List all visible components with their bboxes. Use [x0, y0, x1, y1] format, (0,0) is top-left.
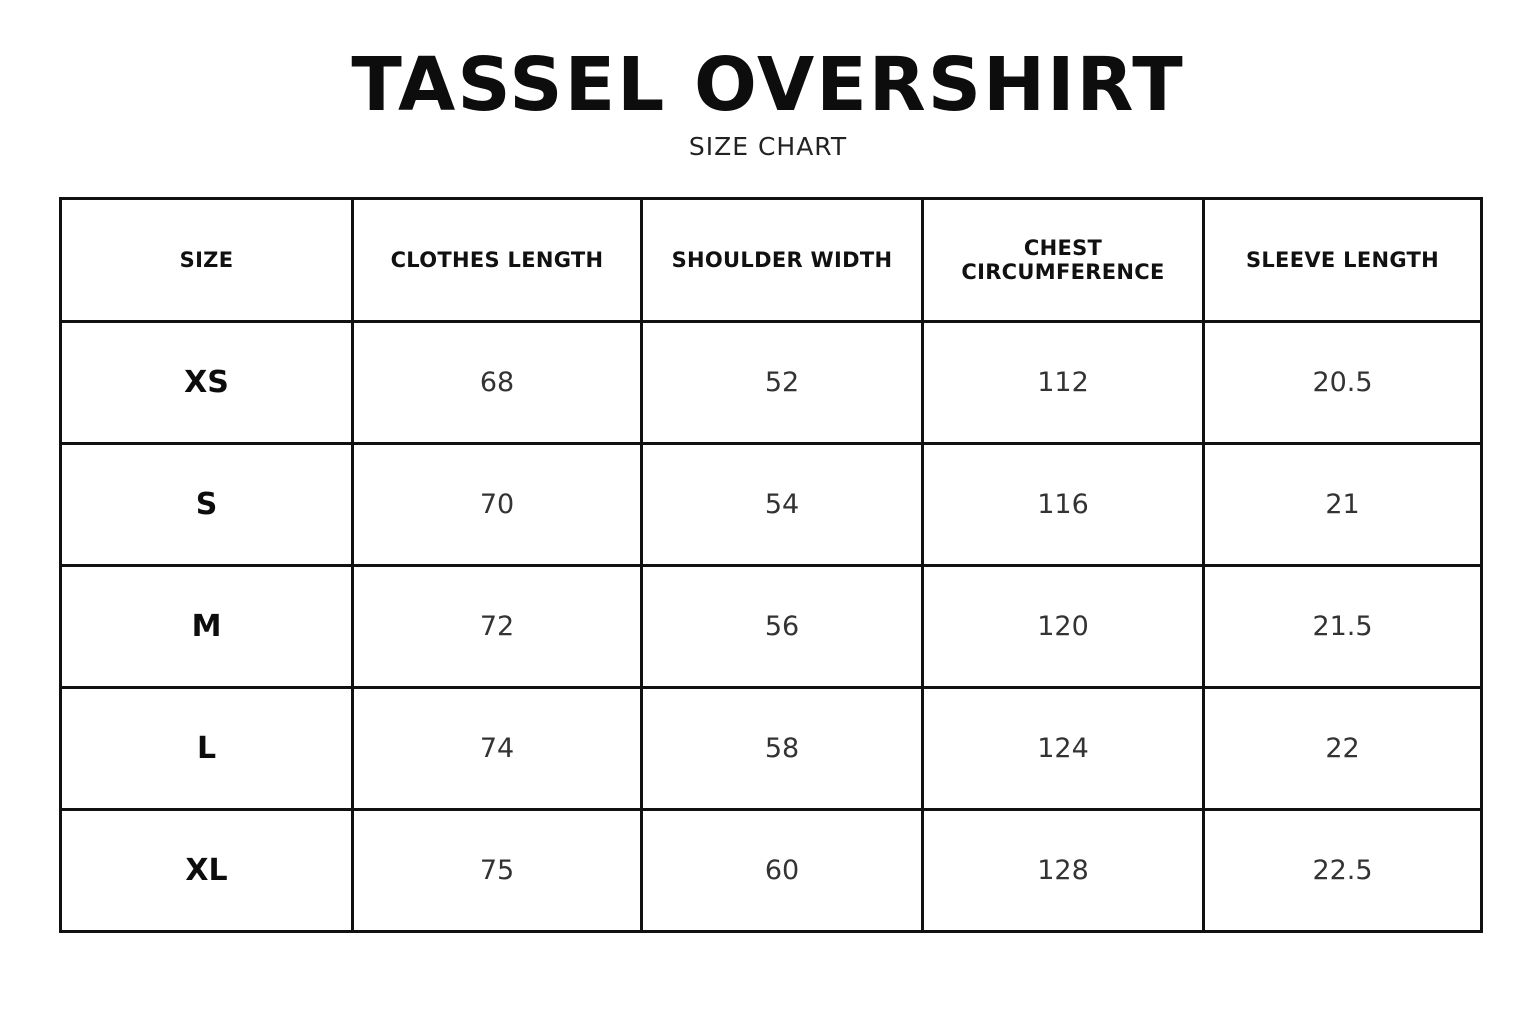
shoulder-width-cell: 54	[642, 444, 923, 566]
shoulder-width-cell: 52	[642, 322, 923, 444]
chest-circumference-cell: 124	[923, 688, 1204, 810]
table-row	[61, 810, 1482, 932]
shoulder-width-cell: 56	[642, 566, 923, 688]
size-cell: M	[61, 566, 353, 688]
sleeve-length-cell: 22	[1204, 688, 1482, 810]
header-sleeve-length: SLEEVE LENGTH	[1204, 199, 1482, 322]
page-title: TASSEL OVERSHIRT	[351, 42, 1185, 128]
page-subtitle: SIZE CHART	[688, 132, 848, 161]
table-row	[61, 566, 1482, 688]
chest-circumference-cell: 112	[923, 322, 1204, 444]
sleeve-length-cell: 21	[1204, 444, 1482, 566]
clothes-length-cell: 72	[353, 566, 642, 688]
table-row	[61, 322, 1482, 444]
shoulder-width-cell: 58	[642, 688, 923, 810]
table-row	[61, 688, 1482, 810]
shoulder-width-cell: 60	[642, 810, 923, 932]
clothes-length-cell: 75	[353, 810, 642, 932]
sleeve-length-cell: 22.5	[1204, 810, 1482, 932]
size-cell: XS	[61, 322, 353, 444]
header-clothes-length: CLOTHES LENGTH	[353, 199, 642, 322]
header-chest-circumference: CHEST CIRCUMFERENCE	[923, 199, 1204, 322]
clothes-length-cell: 74	[353, 688, 642, 810]
header-size: SIZE	[61, 199, 353, 322]
header-shoulder-width: SHOULDER WIDTH	[642, 199, 923, 322]
size-chart-table	[59, 197, 1483, 933]
chest-circumference-cell: 116	[923, 444, 1204, 566]
chest-circumference-cell: 120	[923, 566, 1204, 688]
sleeve-length-cell: 21.5	[1204, 566, 1482, 688]
sleeve-length-cell: 20.5	[1204, 322, 1482, 444]
clothes-length-cell: 68	[353, 322, 642, 444]
table-header-row	[61, 199, 1482, 322]
size-cell: L	[61, 688, 353, 810]
chest-circumference-cell: 128	[923, 810, 1204, 932]
size-cell: XL	[61, 810, 353, 932]
size-cell: S	[61, 444, 353, 566]
clothes-length-cell: 70	[353, 444, 642, 566]
table-row	[61, 444, 1482, 566]
